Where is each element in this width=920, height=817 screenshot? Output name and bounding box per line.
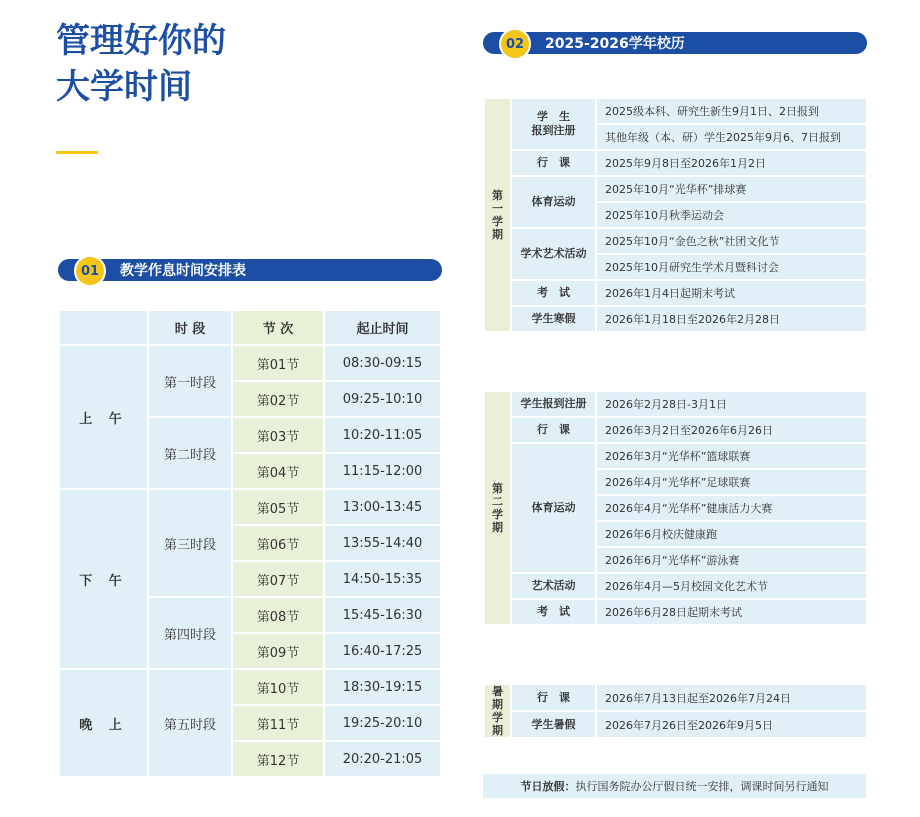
schedule-class-cell: 第12节: [232, 741, 324, 777]
calendar-detail-cell: 2025年10月研究生学术月暨科讨会: [596, 254, 867, 280]
calendar-detail-cell: 2026年4月“光华杯”健康活力大赛: [596, 495, 867, 521]
calendar-category-cell: 考 试: [511, 280, 596, 306]
calendar-row: [484, 391, 867, 417]
calendar-term1-table: [483, 97, 868, 333]
calendar-detail-cell: 2026年4月“光华杯”足球联赛: [596, 469, 867, 495]
section-02-header: [483, 32, 867, 54]
schedule-class-cell: 第05节: [232, 489, 324, 525]
calendar-category-cell: 行 课: [511, 417, 596, 443]
schedule-period-cell: 下 午: [59, 489, 148, 669]
calendar-detail-cell: 2025年9月8日至2026年1月2日: [596, 150, 867, 176]
schedule-class-cell: 第08节: [232, 597, 324, 633]
calendar-detail-cell: 2026年7月26日至2026年9月5日: [596, 711, 867, 738]
calendar-category-cell: 体育运动: [511, 176, 596, 228]
calendar-detail-cell: 2026年3月2日至2026年6月26日: [596, 417, 867, 443]
schedule-row: [59, 669, 441, 705]
calendar-detail-cell: 2025年10月“金色之秋”社团文化节: [596, 228, 867, 254]
calendar-row: [484, 443, 867, 469]
section-01-title: 教学作息时间安排表: [120, 263, 246, 279]
schedule-time-cell: 16:40-17:25: [324, 633, 441, 669]
calendar-row: [484, 306, 867, 332]
schedule-time-cell: 09:25-10:10: [324, 381, 441, 417]
schedule-class-cell: 第06节: [232, 525, 324, 561]
calendar-summer-table: [483, 683, 868, 739]
schedule-time-cell: 19:25-20:10: [324, 705, 441, 741]
section-02-title: 2025-2026学年校历: [545, 36, 685, 52]
calendar-detail-cell: 2025年10月“光华杯”排球赛: [596, 176, 867, 202]
section-02-number: 02: [499, 28, 531, 60]
schedule-class-cell: 第03节: [232, 417, 324, 453]
schedule-time-cell: 10:20-11:05: [324, 417, 441, 453]
schedule-period-cell: 晚 上: [59, 669, 148, 777]
calendar-category-cell: 学生暑假: [511, 711, 596, 738]
schedule-class-cell: 第04节: [232, 453, 324, 489]
calendar-category-cell: 学术艺术活动: [511, 228, 596, 280]
page-title: [56, 18, 226, 110]
calendar-detail-cell: 2025年10月秋季运动会: [596, 202, 867, 228]
holiday-note-label: 节日放假：: [520, 780, 576, 793]
calendar-detail-cell: 2026年6月28日起期末考试: [596, 599, 867, 625]
schedule-class-cell: 第01节: [232, 345, 324, 381]
schedule-slot-cell: 第五时段: [148, 669, 232, 777]
section-01-number: 01: [74, 255, 106, 287]
calendar-detail-cell: 其他年级（本、研）学生2025年9月6、7日报到: [596, 124, 867, 150]
schedule-time-cell: 13:00-13:45: [324, 489, 441, 525]
calendar-category-cell: 学生寒假: [511, 306, 596, 332]
page-title-line-1: 管理好你的: [56, 21, 226, 61]
holiday-note: [483, 774, 866, 798]
schedule-header-time: 起止时间: [324, 310, 441, 345]
calendar-row: [484, 684, 867, 711]
calendar-category-cell: 学生报到注册: [511, 391, 596, 417]
schedule-time-cell: 13:55-14:40: [324, 525, 441, 561]
schedule-table: [58, 309, 442, 778]
calendar-term-label: 暑 期 学 期: [484, 684, 511, 738]
calendar-detail-cell: 2025级本科、研究生新生9月1日、2日报到: [596, 98, 867, 124]
calendar-row: [484, 711, 867, 738]
calendar-detail-cell: 2026年7月13日起至2026年7月24日: [596, 684, 867, 711]
calendar-row: [484, 599, 867, 625]
schedule-row: [59, 489, 441, 525]
calendar-term-label: 第 一 学 期: [484, 98, 511, 332]
calendar-row: [484, 573, 867, 599]
schedule-slot-cell: 第四时段: [148, 597, 232, 669]
schedule-time-cell: 20:20-21:05: [324, 741, 441, 777]
schedule-class-cell: 第09节: [232, 633, 324, 669]
calendar-row: [484, 98, 867, 124]
calendar-term2-table: [483, 390, 868, 626]
calendar-category-cell: 体育运动: [511, 443, 596, 573]
calendar-category-cell: 行 课: [511, 684, 596, 711]
schedule-time-cell: 15:45-16:30: [324, 597, 441, 633]
schedule-period-cell: 上 午: [59, 345, 148, 489]
calendar-detail-cell: 2026年1月4日起期末考试: [596, 280, 867, 306]
calendar-category-cell: 艺术活动: [511, 573, 596, 599]
schedule-class-cell: 第11节: [232, 705, 324, 741]
calendar-category-cell: 行 课: [511, 150, 596, 176]
calendar-detail-cell: 2026年6月校庆健康跑: [596, 521, 867, 547]
calendar-detail-cell: 2026年1月18日至2026年2月28日: [596, 306, 867, 332]
calendar-detail-cell: 2026年2月28日-3月1日: [596, 391, 867, 417]
schedule-time-cell: 11:15-12:00: [324, 453, 441, 489]
schedule-header-class: 节 次: [232, 310, 324, 345]
holiday-note-text: 执行国务院办公厅假日统一安排，调课时间另行通知: [575, 780, 829, 793]
schedule-class-cell: 第07节: [232, 561, 324, 597]
calendar-detail-cell: 2026年3月“光华杯”篮球联赛: [596, 443, 867, 469]
calendar-row: [484, 417, 867, 443]
section-01-header: [58, 259, 442, 281]
calendar-row: [484, 280, 867, 306]
calendar-row: [484, 228, 867, 254]
calendar-term-label: 第 二 学 期: [484, 391, 511, 625]
schedule-class-cell: 第10节: [232, 669, 324, 705]
schedule-time-cell: 14:50-15:35: [324, 561, 441, 597]
calendar-detail-cell: 2026年6月“光华杯”游泳赛: [596, 547, 867, 573]
calendar-category-cell: 学 生 报到注册: [511, 98, 596, 150]
calendar-detail-cell: 2026年4月—5月校园文化艺术节: [596, 573, 867, 599]
calendar-row: [484, 150, 867, 176]
schedule-header-period: [59, 310, 148, 345]
page-title-line-2: 大学时间: [56, 67, 192, 107]
schedule-header-row: [59, 310, 441, 345]
schedule-time-cell: 18:30-19:15: [324, 669, 441, 705]
title-accent-line: [56, 151, 98, 154]
schedule-row: [59, 345, 441, 381]
schedule-time-cell: 08:30-09:15: [324, 345, 441, 381]
schedule-header-slot: 时 段: [148, 310, 232, 345]
schedule-slot-cell: 第一时段: [148, 345, 232, 417]
schedule-slot-cell: 第三时段: [148, 489, 232, 597]
schedule-slot-cell: 第二时段: [148, 417, 232, 489]
calendar-row: [484, 176, 867, 202]
schedule-class-cell: 第02节: [232, 381, 324, 417]
calendar-category-cell: 考 试: [511, 599, 596, 625]
